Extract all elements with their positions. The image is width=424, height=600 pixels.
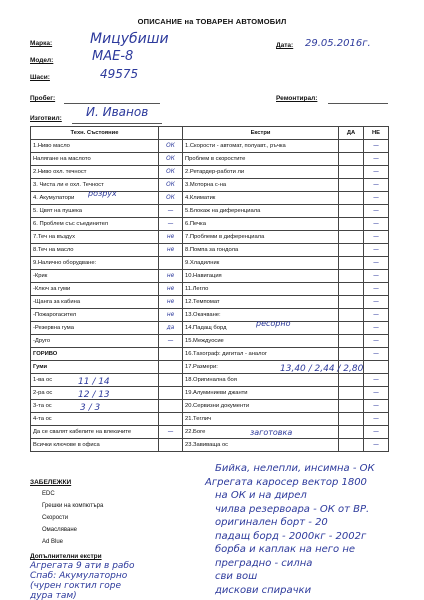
date-value: 29.05.2016г. (305, 38, 371, 49)
yes-cell (339, 413, 364, 426)
make-label: Марка: (30, 40, 53, 47)
battery-note: розрух (88, 189, 117, 198)
condition-mark-cell: не (159, 231, 183, 244)
model-value: MAE-8 (92, 49, 134, 64)
table-row (31, 153, 389, 166)
chassis-label: Шаси: (30, 74, 50, 81)
bogie-note: заготовка (250, 428, 293, 437)
no-cell: — (364, 192, 389, 205)
yes-cell (339, 205, 364, 218)
condition-cell: 2.Ниво охл. течност (31, 166, 159, 179)
no-cell: — (364, 153, 389, 166)
yes-cell (339, 439, 364, 452)
table-row (31, 439, 389, 452)
condition-mark-cell: ОК (159, 179, 183, 192)
no-cell: — (364, 270, 389, 283)
condition-cell: -Крик (31, 270, 159, 283)
extras-cell: 21.Теглич (183, 413, 339, 426)
yes-cell (339, 231, 364, 244)
condition-cell: 3. Чиста ли е охл. Течност (31, 179, 159, 192)
no-cell: — (364, 322, 389, 335)
condition-cell: -Щанга за кабина (31, 296, 159, 309)
condition-cell: 7.Теч на въздух (31, 231, 159, 244)
condition-mark-cell: не (159, 244, 183, 257)
mileage-label: Пробег: (30, 95, 56, 102)
condition-cell: Налягане на маслото (31, 153, 159, 166)
yes-cell (339, 426, 364, 439)
table-row (31, 296, 389, 309)
extras-cell: 22.Боге (183, 426, 339, 439)
extras-cell: Проблем в скоростите (183, 153, 339, 166)
handwritten-note-line: Агрегата каросер вектор 1800 (205, 476, 367, 488)
table-row (31, 192, 389, 205)
no-cell: — (364, 257, 389, 270)
yes-cell (339, 257, 364, 270)
handwritten-extra-line: Спаб: Акумулаторно (30, 571, 128, 581)
note-edc: EDC (42, 491, 55, 497)
make-value: Мицубиши (90, 31, 169, 47)
handwritten-extra-line: Агрегата 9 ати в рабо (30, 561, 135, 571)
condition-cell: 3-та ос (31, 400, 159, 413)
yes-cell (339, 387, 364, 400)
no-cell: — (364, 439, 389, 452)
tyre-axle-3: 3 / 3 (80, 403, 101, 413)
extras-cell: 19.Алуминиеви джанти (183, 387, 339, 400)
handwritten-note-line: оригинален борт - 20 (215, 517, 328, 528)
condition-cell: 1.Ниво масло (31, 140, 159, 153)
condition-mark-cell: не (159, 283, 183, 296)
no-cell: — (364, 348, 389, 361)
condition-cell: 6. Проблем със съединител (31, 218, 159, 231)
col-header-yes: ДА (339, 127, 364, 140)
no-cell: — (364, 140, 389, 153)
condition-mark-cell: ОК (159, 192, 183, 205)
extras-cell: 6.Печка (183, 218, 339, 231)
table-row (31, 283, 389, 296)
condition-mark-cell (159, 413, 183, 426)
no-cell: — (364, 244, 389, 257)
suspension-note: ресорно (256, 319, 291, 328)
extras-cell: 13.Окачване: (183, 309, 339, 322)
note-computer-errors: Грешки на компютъра (42, 503, 104, 509)
no-cell: — (364, 335, 389, 348)
no-cell: — (364, 231, 389, 244)
mileage-line (64, 103, 160, 104)
table-row (31, 322, 389, 335)
notes-heading: ЗАБЕЛЕЖКИ (30, 479, 72, 486)
author-line (72, 123, 162, 124)
extras-cell: 14.Падащ борд (183, 322, 339, 335)
no-cell: — (364, 283, 389, 296)
model-label: Модел: (30, 57, 54, 64)
yes-cell (339, 374, 364, 387)
no-cell: — (364, 205, 389, 218)
repaired-label: Ремонтирал: (276, 95, 318, 102)
table-row (31, 231, 389, 244)
extras-cell: 9.Хладилник (183, 257, 339, 270)
yes-cell (339, 166, 364, 179)
extras-heading: Допълнителни екстри (30, 553, 102, 560)
table-row (31, 348, 389, 361)
table-row (31, 309, 389, 322)
col-header-mark (159, 127, 183, 140)
no-cell: — (364, 179, 389, 192)
table-row (31, 270, 389, 283)
condition-mark-cell: не (159, 296, 183, 309)
note-gears: Скорости (42, 515, 69, 521)
extras-cell: 1.Скорости - автомат, полуавт., ръчка (183, 140, 339, 153)
handwritten-note-line: падащ борд - 2000кг - 2002г (215, 530, 367, 542)
condition-cell: Гуми (31, 361, 159, 374)
condition-mark-cell (159, 348, 183, 361)
condition-mark-cell: да (159, 322, 183, 335)
extras-cell: 12.Темпомат (183, 296, 339, 309)
condition-mark-cell: ОК (159, 166, 183, 179)
col-header-extras: Екстри (183, 127, 339, 140)
condition-mark-cell: — (159, 335, 183, 348)
tyre-axle-2: 12 / 13 (78, 390, 110, 400)
yes-cell (339, 192, 364, 205)
no-cell: — (364, 387, 389, 400)
condition-cell: Да се свалят кабелите на влекачите (31, 426, 159, 439)
condition-mark-cell: ОК (159, 140, 183, 153)
handwritten-note-line: на ОК и на дирел (215, 490, 307, 501)
table-row (31, 179, 389, 192)
no-cell: — (364, 166, 389, 179)
no-cell (364, 361, 389, 374)
no-cell: — (364, 309, 389, 322)
table-row (31, 166, 389, 179)
extras-cell: 23.Завиваща ос (183, 439, 339, 452)
yes-cell (339, 179, 364, 192)
extras-cell: 18.Оригинална боя (183, 374, 339, 387)
extras-cell: 15.Междуосие (183, 335, 339, 348)
handwritten-note-line: сви вош (215, 571, 258, 582)
note-oiling: Омасляване (42, 527, 77, 533)
condition-mark-cell (159, 374, 183, 387)
table-row (31, 140, 389, 153)
extras-cell: 11.Легло (183, 283, 339, 296)
yes-cell (339, 244, 364, 257)
yes-cell (339, 400, 364, 413)
extras-cell: 3.Моторна с-на (183, 179, 339, 192)
condition-cell: -Резервна гума (31, 322, 159, 335)
condition-cell: 4. Акумулатори (31, 192, 159, 205)
condition-mark-cell (159, 257, 183, 270)
extras-cell: 4.Климатик (183, 192, 339, 205)
table-row (31, 205, 389, 218)
handwritten-extra-line: (чурен гоктил горе (30, 581, 122, 591)
extras-cell: 2.Ретардер-работи ли (183, 166, 339, 179)
condition-mark-cell: — (159, 218, 183, 231)
condition-cell: -Пожарогасител (31, 309, 159, 322)
extras-cell: 8.Помпа за гондола (183, 244, 339, 257)
no-cell: — (364, 413, 389, 426)
condition-cell: 5. Цвят на пушека (31, 205, 159, 218)
no-cell: — (364, 400, 389, 413)
condition-mark-cell: не (159, 309, 183, 322)
yes-cell (339, 335, 364, 348)
extras-cell: 17.Размери: (183, 361, 339, 374)
condition-cell: 1-ва ос (31, 374, 159, 387)
handwritten-note-line: Бийка, нелепли, инсимна - ОК (215, 463, 375, 474)
table-row (31, 413, 389, 426)
handwritten-note-line: чилва резервоара - ОК от ВР. (215, 503, 370, 515)
date-label: Дата: (276, 42, 294, 49)
condition-mark-cell (159, 400, 183, 413)
condition-cell: 4-та ос (31, 413, 159, 426)
extras-cell: 10.Навигация (183, 270, 339, 283)
yes-cell (339, 283, 364, 296)
no-cell: — (364, 218, 389, 231)
table-row (31, 426, 389, 439)
no-cell: — (364, 296, 389, 309)
handwritten-note-line: дискови спирачки (215, 584, 312, 596)
yes-cell (339, 296, 364, 309)
extras-cell: 20.Сервизни документи (183, 400, 339, 413)
no-cell: — (364, 426, 389, 439)
extras-cell: 5.Блокаж на диференциала (183, 205, 339, 218)
dimensions-note: 13,40 / 2,44 / 2,80 (280, 364, 364, 374)
table-row (31, 257, 389, 270)
condition-cell: 9.Налично оборудване: (31, 257, 159, 270)
author-label: Изготвил: (30, 115, 62, 122)
note-adblue: Ad Blue (42, 539, 64, 545)
condition-cell: Всички ключове в офиса (31, 439, 159, 452)
table-header-row (31, 127, 389, 140)
condition-cell: -Ключ за гуми (31, 283, 159, 296)
handwritten-note-line: борба и каплак на него не (215, 544, 356, 555)
condition-mark-cell: ОК (159, 153, 183, 166)
author-value: И. Иванов (86, 105, 149, 119)
yes-cell (339, 140, 364, 153)
condition-cell: 2-ра ос (31, 387, 159, 400)
condition-mark-cell: — (159, 205, 183, 218)
extras-cell: 16.Тахограф: дигитал - аналог (183, 348, 339, 361)
page-title: ОПИСАНИЕ на ТОВАРЕН АВТОМОБИЛ (137, 17, 287, 26)
condition-cell: 8.Теч на масло (31, 244, 159, 257)
condition-mark-cell (159, 361, 183, 374)
yes-cell (339, 218, 364, 231)
condition-mark-cell (159, 439, 183, 452)
yes-cell (339, 270, 364, 283)
condition-cell: ГОРИВО (31, 348, 159, 361)
condition-mark-cell: — (159, 426, 183, 439)
tyre-axle-1: 11 / 14 (78, 377, 110, 387)
yes-cell (339, 322, 364, 335)
extras-cell: 7.Проблеми в диференциала (183, 231, 339, 244)
table-row (31, 335, 389, 348)
col-header-condition: Техн. Състояние (31, 127, 159, 140)
yes-cell (339, 348, 364, 361)
handwritten-note-line: преградно - силна (215, 557, 313, 569)
chassis-value: 49575 (100, 67, 139, 81)
condition-mark-cell (159, 387, 183, 400)
condition-cell: -Друго (31, 335, 159, 348)
table-row (31, 244, 389, 257)
condition-mark-cell: не (159, 270, 183, 283)
yes-cell (339, 309, 364, 322)
no-cell: — (364, 374, 389, 387)
handwritten-extra-line: дура там) (30, 591, 77, 600)
col-header-no: НЕ (364, 127, 389, 140)
table-row (31, 218, 389, 231)
repaired-line (328, 103, 388, 104)
yes-cell (339, 153, 364, 166)
